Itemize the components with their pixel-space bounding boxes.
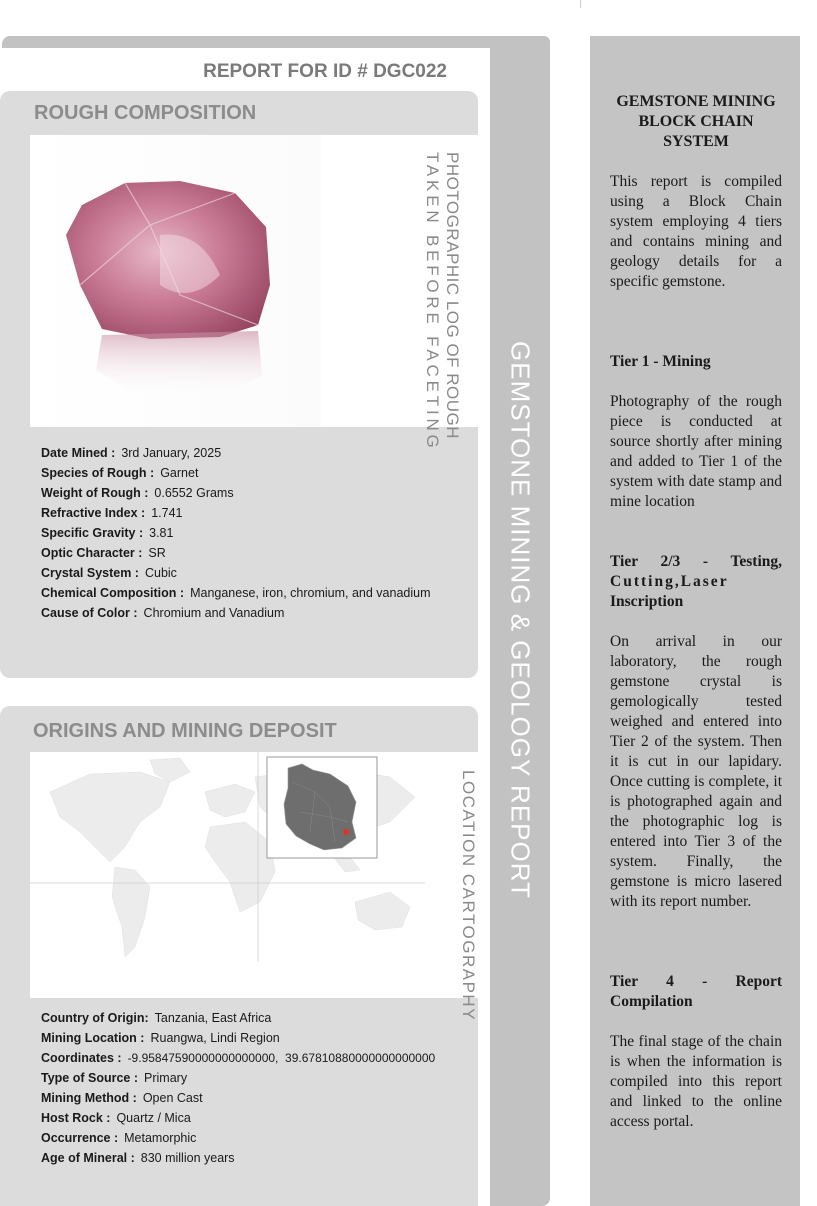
caption-line-2: TAKEN BEFORE FACETING (423, 152, 442, 452)
spine-title: GEMSTONE MINING & GEOLOGY REPORT (505, 341, 536, 899)
field-value: Tanzania, East Africa (154, 1011, 272, 1025)
field-label: Age of Mineral : (41, 1151, 135, 1165)
field-weight (41, 483, 430, 503)
field-value: Metamorphic (124, 1131, 197, 1145)
field-value: 1.741 (151, 506, 183, 520)
origins-fields (41, 1008, 435, 1168)
field-optic-character (41, 543, 430, 563)
field-chemical-composition (41, 583, 430, 603)
world-map (30, 752, 425, 998)
sidebar-intro: This report is compiled using a Block Chain system employing 4 tiers and contains mining and geology details for a specific gemstone. (610, 173, 782, 290)
field-value: Ruangwa, Lindi Region (150, 1031, 280, 1045)
field-label: Occurrence : (41, 1131, 119, 1145)
field-value: Quartz / Mica (116, 1111, 191, 1125)
field-value: Chromium and Vanadium (143, 606, 285, 620)
field-label: Weight of Rough : (41, 486, 149, 500)
field-value: Manganese, iron, chromium, and vanadium (190, 586, 431, 600)
report-id-title: REPORT FOR ID # DGC022 (203, 61, 447, 82)
field-cause-of-color (41, 603, 430, 623)
field-mining-method (41, 1088, 435, 1108)
field-date-mined (41, 443, 430, 463)
field-value: 3.81 (149, 526, 174, 540)
field-label: Cause of Color : (41, 606, 138, 620)
field-value: 0.6552 Grams (154, 486, 234, 500)
top-frame-bar (2, 36, 550, 48)
field-value: 3rd January, 2025 (121, 446, 222, 460)
rough-composition-heading: ROUGH COMPOSITION (34, 102, 257, 124)
tier23-heading (610, 552, 782, 612)
field-value: SR (148, 546, 166, 560)
field-age-of-mineral (41, 1148, 435, 1168)
garnet-rough-image (30, 135, 321, 427)
tier23-heading-line2: Cutting,Laser (610, 573, 729, 590)
field-country-of-origin (41, 1008, 435, 1028)
tier4-heading: Tier 4 - Report Compilation (610, 973, 782, 1010)
world-map-image (30, 752, 425, 998)
field-species (41, 463, 430, 483)
field-value: Primary (144, 1071, 188, 1085)
sidebar-title: GEMSTONE MINING BLOCK CHAIN SYSTEM (616, 93, 776, 150)
field-host-rock (41, 1108, 435, 1128)
map-caption: LOCATION CARTOGRAPHY (459, 770, 478, 1022)
tier4-text: The final stage of the chain is when the information is compiled into this report and linked to the online access portal. (610, 1033, 782, 1130)
rough-fields (41, 443, 430, 623)
field-label: Coordinates : (41, 1051, 122, 1065)
top-tick-mark (580, 0, 581, 8)
mine-location-marker (343, 829, 349, 835)
field-label: Country of Origin: (41, 1011, 149, 1025)
tier1-text: Photography of the rough piece is conducted at source shortly after mining and added to Tier 1 of the system with date stamp and mine location (610, 393, 782, 510)
field-label: Mining Method : (41, 1091, 137, 1105)
tier23-heading-line3: Inscription (610, 593, 684, 610)
rough-photo-caption (422, 152, 462, 452)
tier1-heading: Tier 1 - Mining (610, 353, 711, 370)
tier23-text: On arrival in our laboratory, the rough gemstone crystal is gemologically tested weighed and entered into Tier 2 of the system. Then it is cut in our lapidary. Once cutting is complete, it is photographed again and the photographic log is entered into Tier 3 of the system. Finally, the gemstone is micro lasered with its report number. (610, 633, 782, 910)
field-label: Mining Location : (41, 1031, 145, 1045)
field-coordinates (41, 1048, 435, 1068)
field-label: Chemical Composition : (41, 586, 185, 600)
field-specific-gravity (41, 523, 430, 543)
field-label: Optic Character : (41, 546, 143, 560)
field-value: Open Cast (142, 1091, 203, 1105)
field-value: Cubic (144, 566, 177, 580)
field-crystal-system (41, 563, 430, 583)
field-label: Refractive Index : (41, 506, 146, 520)
origins-heading: ORIGINS AND MINING DEPOSIT (33, 720, 337, 742)
rough-photo-frame (30, 135, 321, 427)
caption-line-1: PHOTOGRAPHIC LOG OF ROUGH (443, 152, 462, 440)
field-mining-location (41, 1028, 435, 1048)
field-type-of-source (41, 1068, 435, 1088)
field-label: Specific Gravity : (41, 526, 144, 540)
field-label: Species of Rough : (41, 466, 155, 480)
field-occurrence (41, 1128, 435, 1148)
field-label: Date Mined : (41, 446, 116, 460)
field-value: 830 million years (140, 1151, 235, 1165)
tier23-heading-line1: Tier 2/3 - Testing, (610, 553, 782, 570)
field-refractive-index (41, 503, 430, 523)
field-value: Garnet (160, 466, 199, 480)
field-label: Type of Source : (41, 1071, 139, 1085)
field-value: -9.95847590000000000000, 39.67810880000000000000 (127, 1051, 436, 1065)
field-label: Crystal System : (41, 566, 139, 580)
field-label: Host Rock : (41, 1111, 111, 1125)
